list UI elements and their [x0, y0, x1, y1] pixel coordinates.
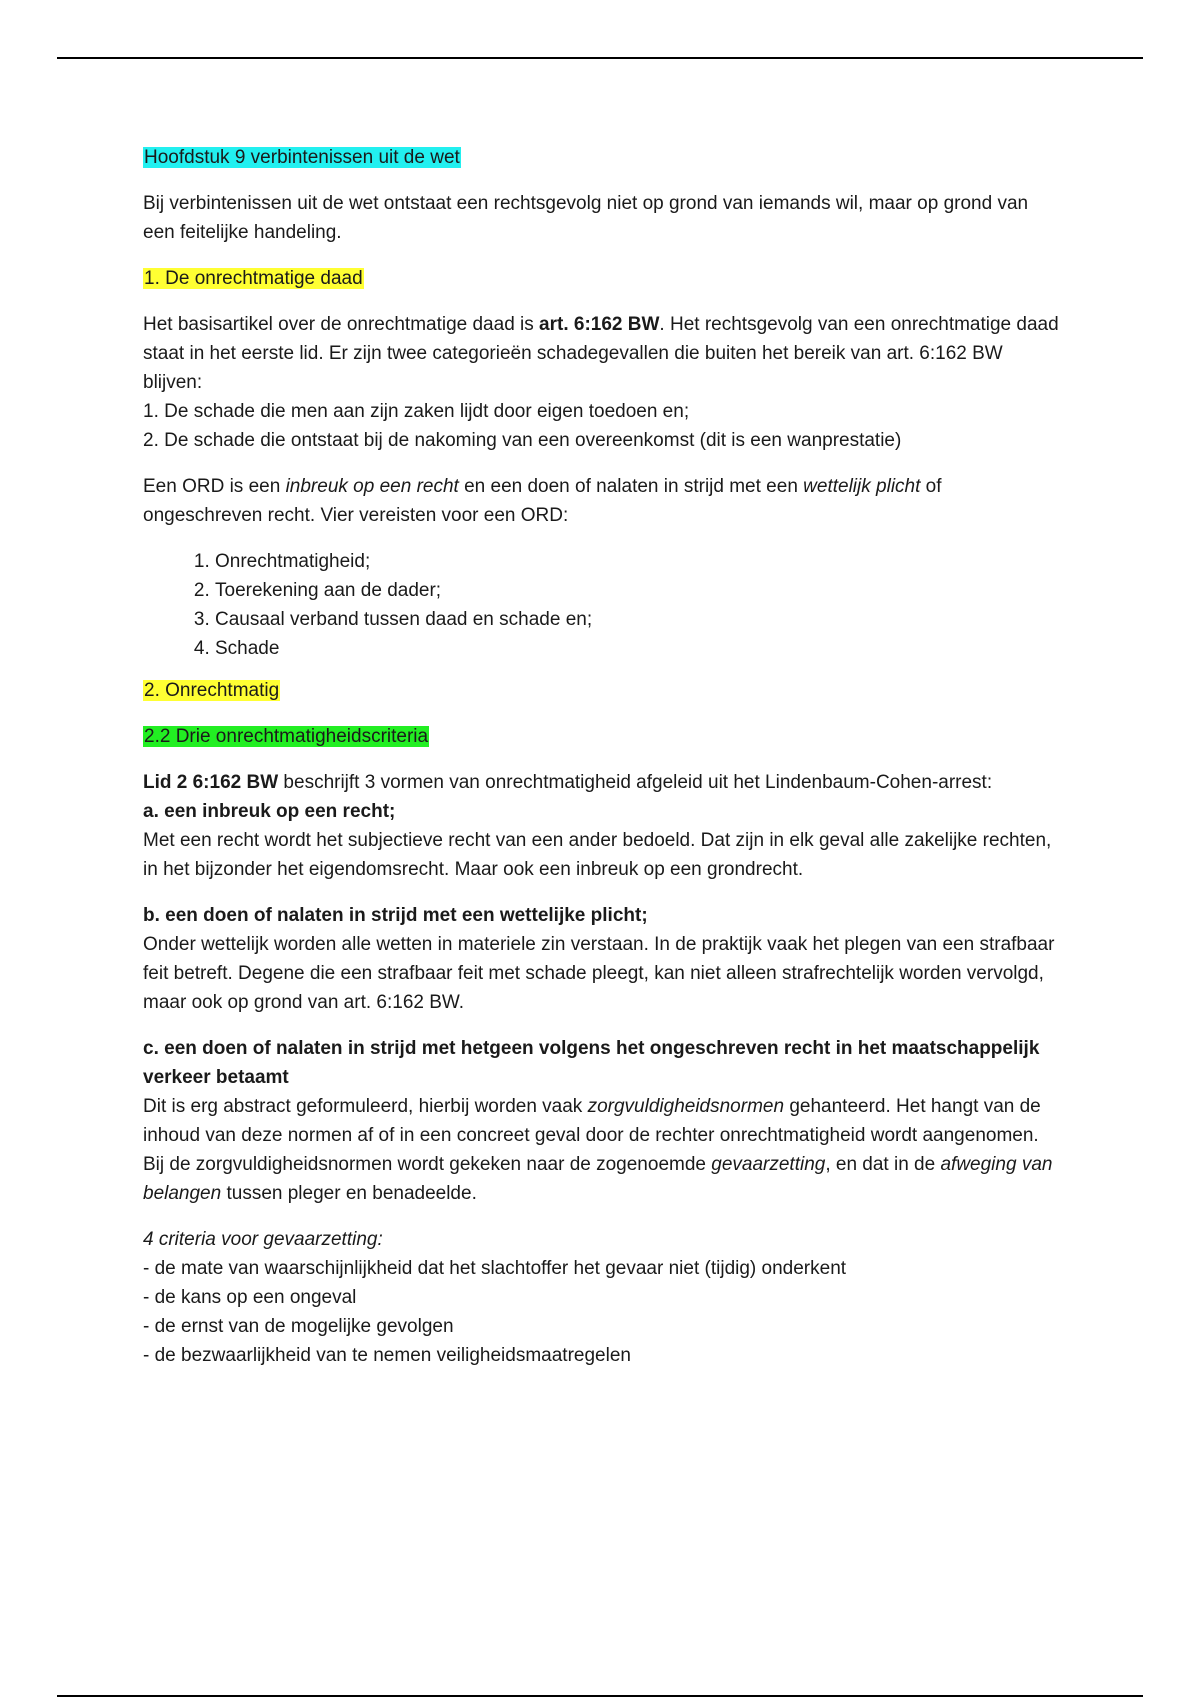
criteria-c-block: c. een doen of nalaten in strijd met hetgeen volgens het ongeschreven recht in het maatschappelijk verkeer betaamt Dit is erg abstract geformuleerd, hierbij worden vaak zorgvuldigheidsnormen gehanteerd. Het hangt van de inhoud van deze normen af of in een concreet geval door de rechter onrechtmatigheid wordt aangenomen. Bij de zorgvuldigheidsnormen wordt gekeken naar de zogenoemde gevaarzetting, en dat in de afweging van belangen tussen pleger en benadeelde. — [143, 1034, 1063, 1208]
section-2-2-title: 2.2 Drie onrechtmatigheidscriteria — [144, 726, 429, 747]
section-1-paragraph: Het basisartikel over de onrechtmatige daad is art. 6:162 BW. Het rechtsgevolg van een onrechtmatige daad staat in het eerste lid. Er zijn twee categorieën schadegevallen die buiten het bereik van art. 6:162 BW blijven: 1. De schade die men aan zijn zaken lijdt door eigen toedoen en; 2. De schade die ontstaat bij de nakoming van een overeenkomst (dit is een wanprestatie) — [143, 310, 1063, 455]
section-1-title: 1. De onrechtmatige daad — [144, 268, 363, 289]
list-item: - de bezwaarlijkheid van te nemen veiligheidsmaatregelen — [143, 1345, 631, 1366]
criterion-a-text: Met een recht wordt het subjectieve recht van een ander bedoeld. Dat zijn in elk geval alle zakelijke rechten, in het bijzonder het eigendomsrecht. Maar ook een inbreuk op een grondrecht. — [143, 830, 1052, 880]
list-item: 4. Schade — [215, 634, 1063, 663]
list-item: 2. Toerekening aan de dader; — [215, 576, 1063, 605]
intro-paragraph: Bij verbintenissen uit de wet ontstaat een rechtsgevolg niet op grond van iemands wil, maar op grond van een feitelijke handeling. — [143, 193, 1029, 243]
list-item: 3. Causaal verband tussen daad en schade en; — [215, 605, 1063, 634]
criteria-title: 4 criteria voor gevaarzetting: — [143, 1229, 383, 1250]
gevaarzetting-criteria — [143, 1225, 1063, 1370]
criteria-b-block — [143, 901, 1063, 1017]
list-item: - de ernst van de mogelijke gevolgen — [143, 1316, 454, 1337]
category-1: 1. De schade die men aan zijn zaken lijdt door eigen toedoen en; — [143, 401, 690, 422]
chapter-title: Hoofdstuk 9 verbintenissen uit de wet — [144, 147, 460, 168]
criterion-b-title: b. een doen of nalaten in strijd met een wettelijke plicht; — [143, 905, 648, 926]
criterion-c-title: c. een doen of nalaten in strijd met hetgeen volgens het ongeschreven recht in het maatschappelijk verkeer betaamt — [143, 1038, 1040, 1088]
ord-paragraph: Een ORD is een inbreuk op een recht en een doen of nalaten in strijd met een wettelijk plicht of ongeschreven recht. Vier vereisten voor een ORD: — [143, 476, 942, 526]
footer-rule — [57, 1695, 1143, 1697]
requirements-list — [143, 547, 1063, 663]
list-item: - de mate van waarschijnlijkheid dat het slachtoffer het gevaar niet (tijdig) onderkent — [143, 1258, 847, 1279]
header-rule — [57, 57, 1143, 59]
section-2-title: 2. Onrechtmatig — [144, 680, 280, 701]
criterion-a-title: a. een inbreuk op een recht; — [143, 801, 396, 822]
category-2: 2. De schade die ontstaat bij de nakoming van een overeenkomst (dit is een wanprestatie) — [143, 430, 902, 451]
criteria-a-block: Lid 2 6:162 BW beschrijft 3 vormen van onrechtmatigheid afgeleid uit het Lindenbaum-Cohen-arrest: a. een inbreuk op een recht; Met een recht wordt het subjectieve recht van een ander bedoeld. Dat zijn in elk geval alle zakelijke rechten, in het bijzonder het eigendomsrecht. Maar ook een inbreuk op een grondrecht. — [143, 768, 1063, 884]
list-item: 1. Onrechtmatigheid; — [215, 547, 1063, 576]
list-item: - de kans op een ongeval — [143, 1287, 357, 1308]
document-body — [143, 143, 1063, 1370]
criterion-b-text: Onder wettelijk worden alle wetten in materiele zin verstaan. In de praktijk vaak het plegen van een strafbaar feit betreft. Degene die een strafbaar feit met schade pleegt, kan niet alleen strafrechtelijk worden vervolgd, maar ook op grond van art. 6:162 BW. — [143, 934, 1055, 1013]
